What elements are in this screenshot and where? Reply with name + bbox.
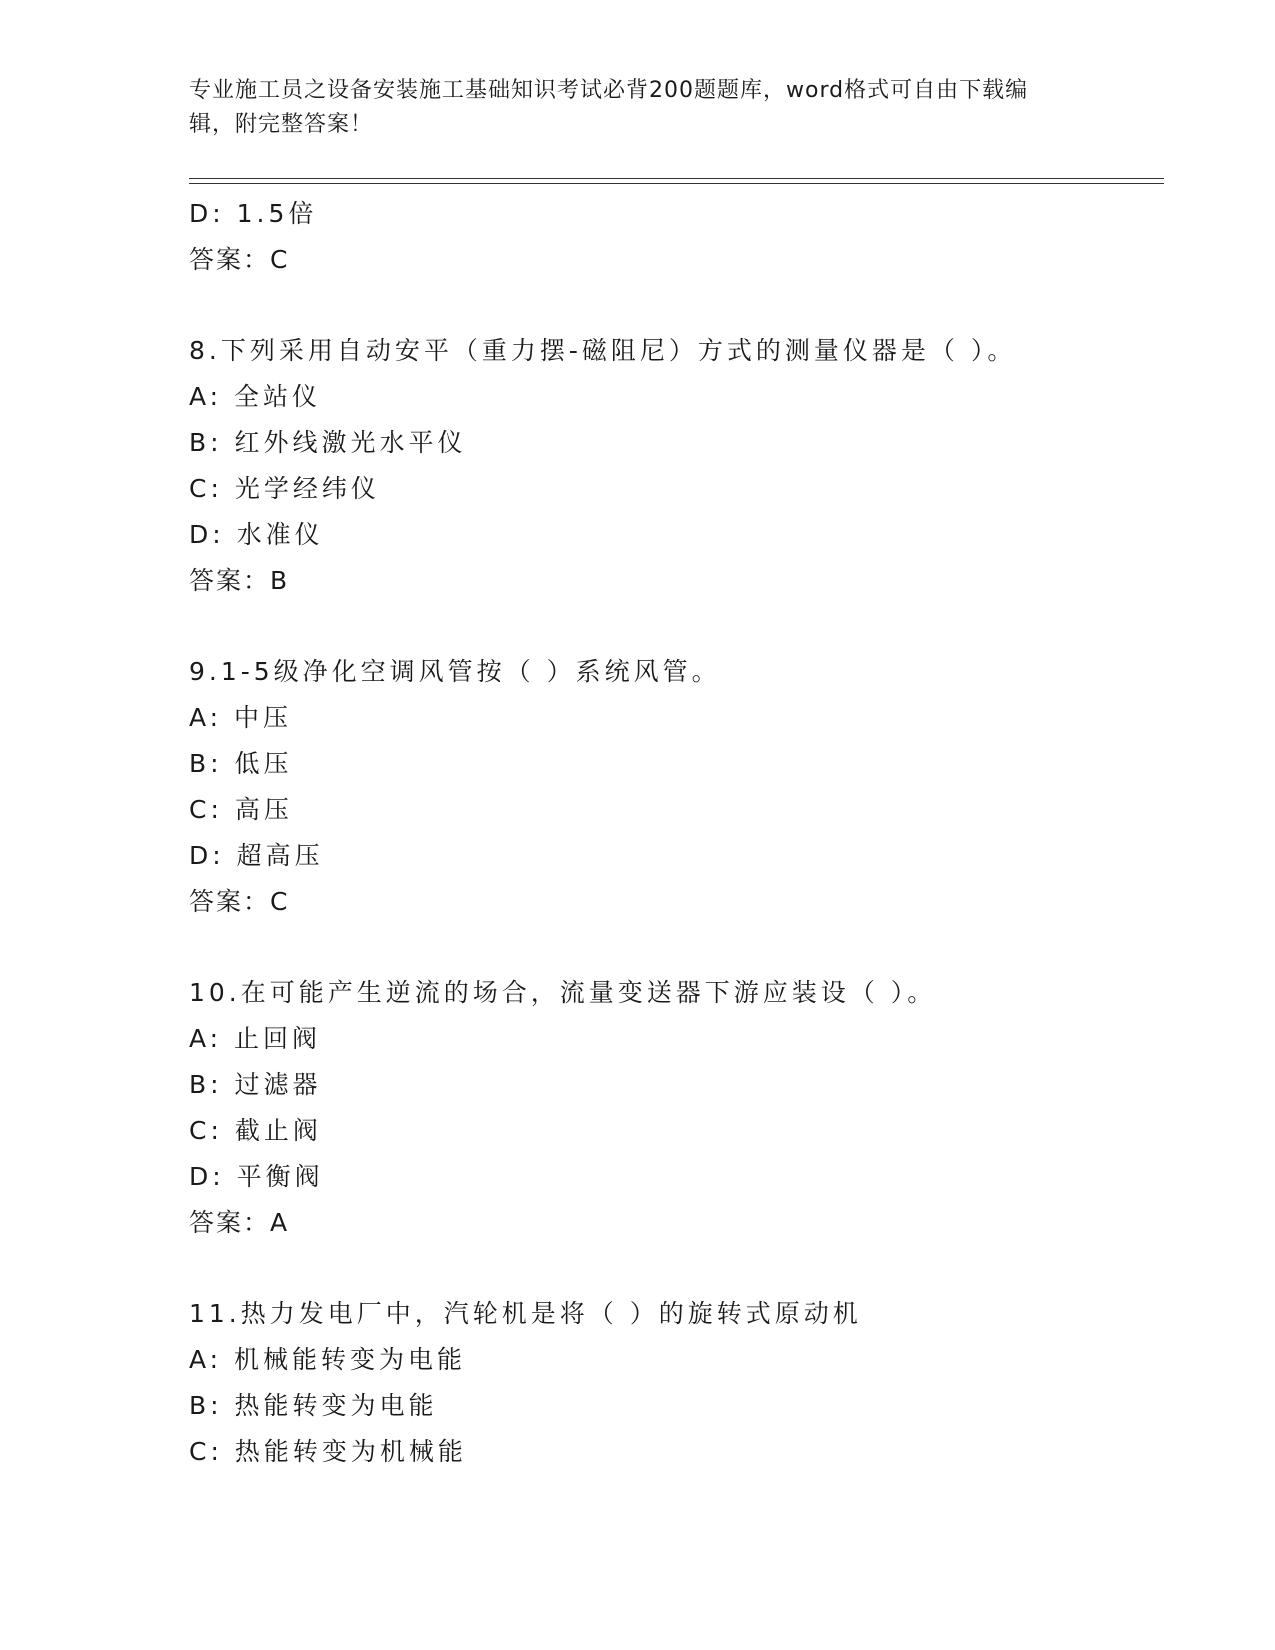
option-c: C: 光学经纬仪 [189,474,380,503]
option-d: D: 1.5倍 [189,199,318,228]
question-title: 9.1-5级净化空调风管按（ ）系统风管。 [189,657,721,686]
option-a: A: 中压 [189,703,293,732]
option-b: B: 低压 [189,749,293,778]
answer-line: 答案：B [189,566,290,595]
option-a: A: 止回阀 [189,1024,322,1053]
option-c: C: 高压 [189,795,293,824]
question-list [189,191,1164,1475]
option-c: C: 截止阀 [189,1116,322,1145]
option-b: B: 红外线激光水平仪 [189,428,467,457]
answer-line: 答案：A [189,1208,290,1237]
question-title: 11.热力发电厂中，汽轮机是将（ ）的旋转式原动机 [189,1299,862,1328]
option-a: A: 全站仪 [189,382,322,411]
question-11 [189,1291,1164,1475]
question-10 [189,970,1164,1246]
header-rule-bottom [189,183,1164,184]
document-header: 专业施工员之设备安装施工基础知识考试必背200题题库，word格式可自由下载编辑，附完整答案！ [189,78,1029,137]
option-d: D: 平衡阀 [189,1162,324,1191]
option-d: D: 超高压 [189,841,324,870]
answer-line: 答案：C [189,245,290,274]
option-b: B: 热能转变为电能 [189,1391,438,1420]
header-rule-top [189,178,1164,179]
option-a: A: 机械能转变为电能 [189,1345,467,1374]
option-b: B: 过滤器 [189,1070,322,1099]
question-title: 10.在可能产生逆流的场合，流量变送器下游应装设（ ）。 [189,978,937,1007]
question-9 [189,649,1164,925]
question-title: 8.下列采用自动安平（重力摆-磁阻尼）方式的测量仪器是（ ）。 [189,336,1017,365]
option-c: C: 热能转变为机械能 [189,1437,467,1466]
answer-line: 答案：C [189,887,290,916]
option-d: D: 水准仪 [189,520,324,549]
question-8 [189,328,1164,604]
